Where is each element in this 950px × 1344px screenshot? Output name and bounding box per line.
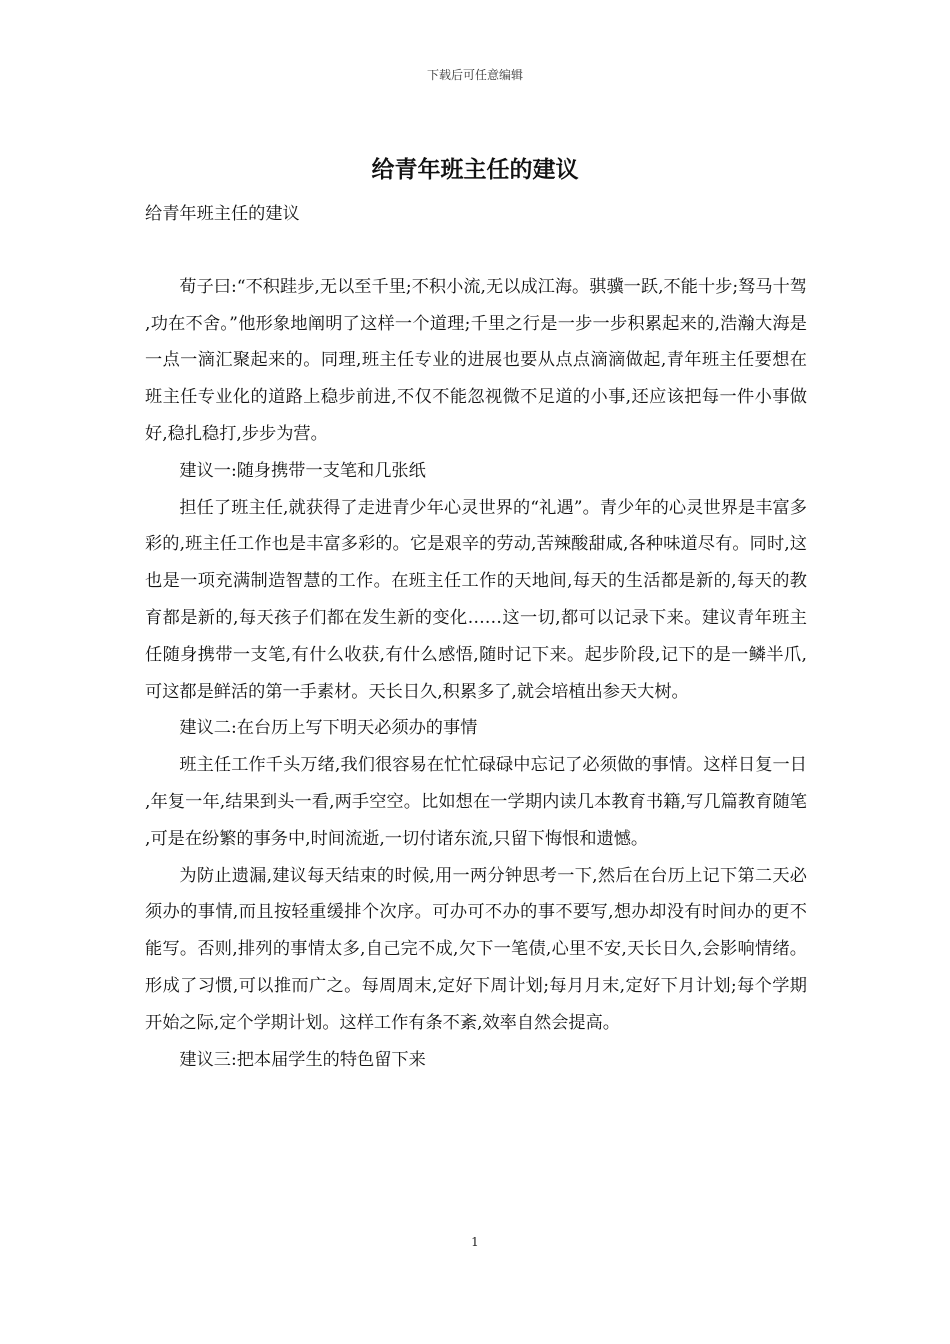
- document-body: [145, 196, 807, 1078]
- paragraph-section-2b: 为防止遗漏,建议每天结束的时候,用一两分钟思考一下,然后在台历上记下第二天必须办的事情,而且按轻重缓排个次序。可办可不办的事不要写,想办却没有时间办的更不能写。否则,排列的事情太多,自己完不成,欠下一笔债,心里不安,天长日久,会影响情绪。形成了习惯,可以推而广之。每周周末,定好下周计划;每月月末,定好下月计划;每个学期开始之际,定个学期计划。这样工作有条不紊,效率自然会提高。: [145, 865, 807, 1033]
- document-subtitle: 给青年班主任的建议: [145, 204, 300, 224]
- document-title: 给青年班主任的建议: [371, 156, 579, 183]
- section-heading-2: 建议二:在台历上写下明天必须办的事情: [179, 718, 478, 739]
- paragraph-section-1: 担任了班主任,就获得了走进青少年心灵世界的“礼遇”。青少年的心灵世界是丰富多彩的,班主任工作也是丰富多彩的。它是艰辛的劳动,苦辣酸甜咸,各种味道尽有。同时,这也是一项充满制造智慧的工作。在班主任工作的天地间,每天的生活都是新的,每天的教育都是新的,每天孩子们都在发生新的变化……这一切,都可以记录下来。建议青年班主任随身携带一支笔,有什么收获,有什么感悟,随时记下来。起步阶段,记下的是一鳞半爪,可这都是鲜活的第一手素材。天长日久,积累多了,就会培植出参天大树。: [145, 497, 807, 702]
- paragraph-intro: 荀子曰:“不积跬步,无以至千里;不积小流,无以成江海。骐骥一跃,不能十步;驽马十驾,功在不舍。”他形象地阐明了这样一个道理;千里之行是一步一步积累起来的,浩瀚大海是一点一滴汇聚起来的。同理,班主任专业的进展也要从点点滴滴做起,青年班主任要想在班主任专业化的道路上稳步前进,不仅不能忽视微不足道的小事,还应该把每一件小事做好,稳扎稳打,步步为营。: [145, 276, 807, 444]
- page-header: 下载后可任意编辑: [426, 68, 523, 82]
- page-number: 1: [471, 1235, 479, 1249]
- section-heading-3: 建议三:把本届学生的特色留下来: [179, 1049, 426, 1070]
- section-heading-1: 建议一:随身携带一支笔和几张纸: [179, 460, 426, 481]
- paragraph-section-2a: 班主任工作千头万绪,我们很容易在忙忙碌碌中忘记了必须做的事情。这样日复一日,年复一年,结果到头一看,两手空空。比如想在一学期内读几本教育书籍,写几篇教育随笔,可是在纷繁的事务中,时间流逝,一切付诸东流,只留下悔恨和遗憾。: [145, 755, 807, 849]
